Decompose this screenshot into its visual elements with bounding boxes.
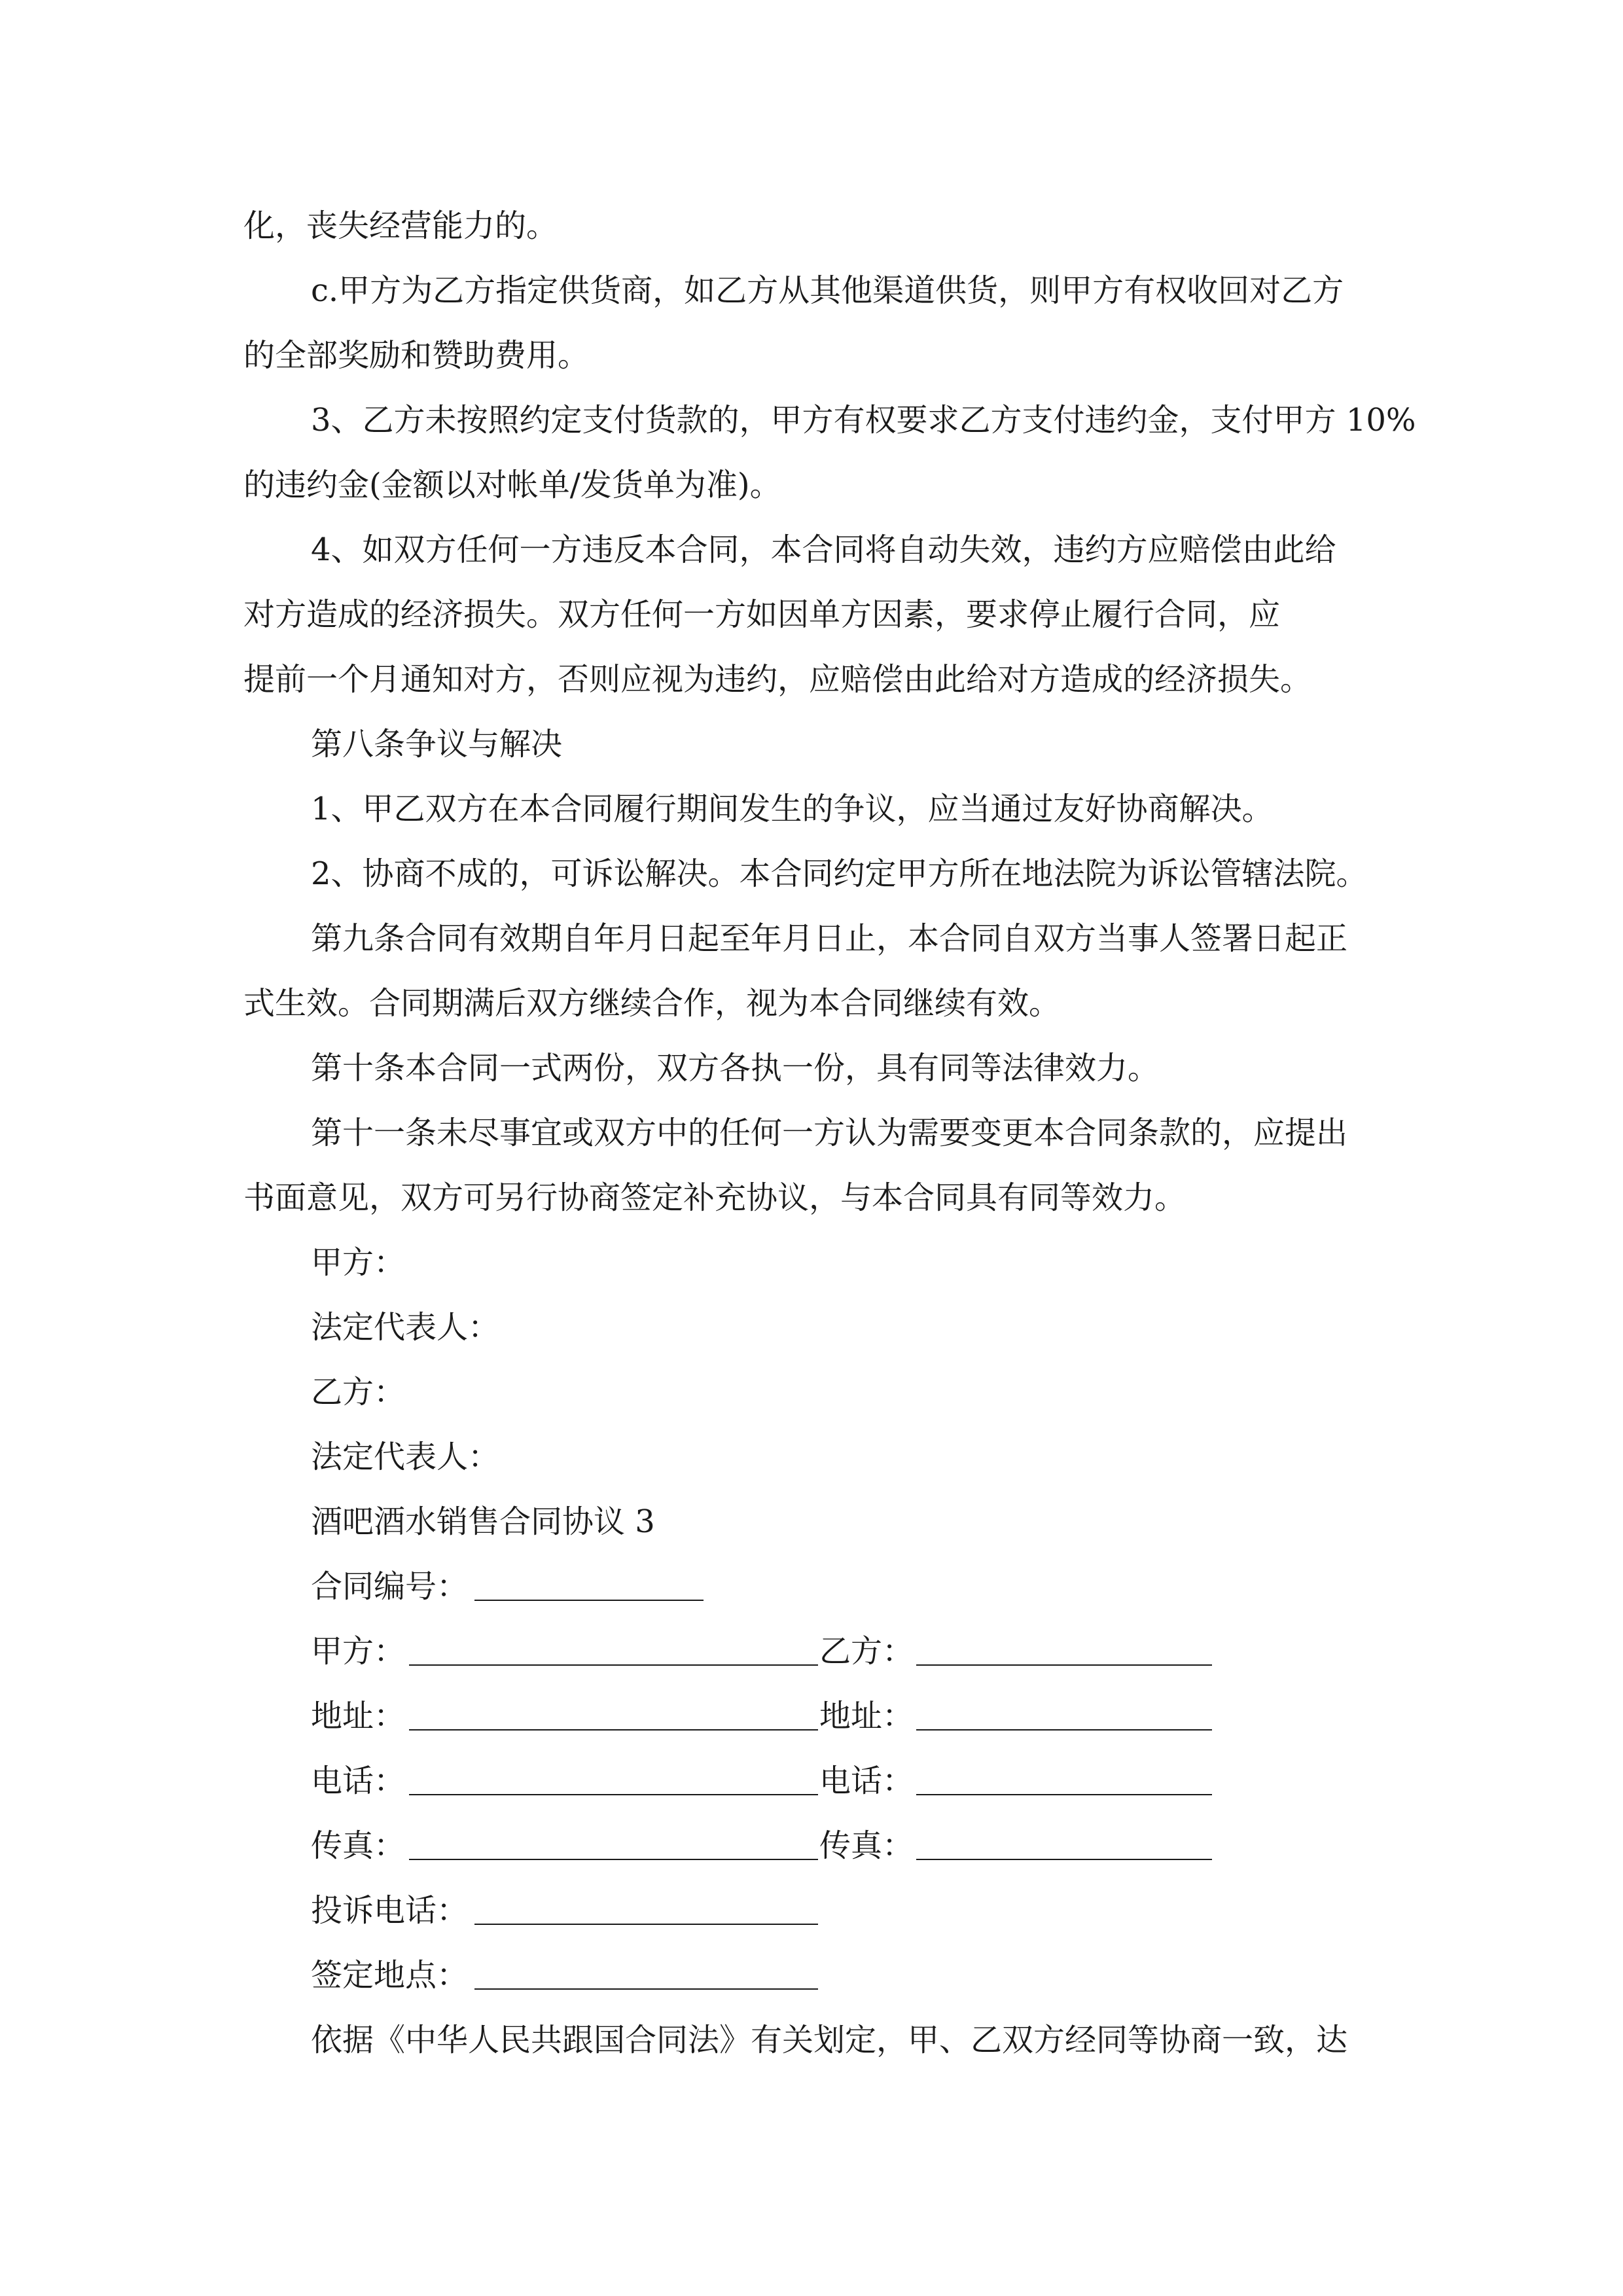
signature-party-a: 甲方： — [311, 1244, 406, 1281]
signing-place-blank[interactable] — [474, 1988, 818, 1990]
fax-b-blank[interactable] — [916, 1859, 1212, 1860]
party-a-label: 甲方： — [311, 1633, 406, 1670]
paragraph-line: 3、乙方未按照约定支付货款的，甲方有权要求乙方支付违约金，支付甲方 10% — [311, 402, 1416, 439]
paragraph-line: 4、如双方任何一方违反本合同，本合同将自动失效，违约方应赔偿由此给 — [311, 531, 1336, 568]
paragraph-line: 第九条合同有效期自年月日起至年月日止，本合同自双方当事人签署日起正 — [311, 920, 1348, 957]
signature-party-b: 乙方： — [311, 1374, 406, 1410]
paragraph-line: 提前一个月通知对方，否则应视为违约，应赔偿由此给对方造成的经济损失。 — [243, 661, 1312, 698]
address-a-label: 地址： — [311, 1698, 406, 1734]
address-b-blank[interactable] — [916, 1729, 1212, 1731]
paragraph-line: 对方造成的经济损失。双方任何一方如因单方因素，要求停止履行合同，应 — [243, 596, 1281, 633]
paragraph-line: 的全部奖励和赞助费用。 — [243, 337, 590, 374]
paragraph-line: 第十一条未尽事宜或双方中的任何一方认为需要变更本合同条款的，应提出 — [311, 1115, 1348, 1151]
fax-a-label: 传真： — [311, 1827, 406, 1864]
paragraph-line: 书面意见，双方可另行协商签定补充协议，与本合同具有同等效力。 — [243, 1179, 1186, 1216]
address-a-blank[interactable] — [409, 1729, 818, 1731]
signature-legal-rep-b: 法定代表人： — [311, 1439, 500, 1475]
phone-a-label: 电话： — [311, 1763, 406, 1799]
phone-b-label: 电话： — [819, 1763, 914, 1799]
phone-b-blank[interactable] — [916, 1794, 1212, 1795]
paragraph-line: 化，丧失经营能力的。 — [243, 207, 558, 244]
fax-b-label: 传真： — [819, 1827, 914, 1864]
contract-number-label: 合同编号： — [311, 1568, 469, 1605]
fax-a-blank[interactable] — [409, 1859, 818, 1860]
party-b-blank[interactable] — [916, 1664, 1212, 1666]
paragraph-line: 2、协商不成的，可诉讼解决。本合同约定甲方所在地法院为诉讼管辖法院。 — [311, 855, 1368, 892]
paragraph-line: c.甲方为乙方指定供货商，如乙方从其他渠道供货，则甲方有权收回对乙方 — [311, 272, 1344, 309]
paragraph-line: 1、甲乙双方在本合同履行期间发生的争议，应当通过友好协商解决。 — [311, 791, 1274, 827]
address-b-label: 地址： — [819, 1698, 914, 1734]
signing-place-label: 签定地点： — [311, 1957, 469, 1994]
complaint-phone-blank[interactable] — [474, 1924, 818, 1925]
complaint-phone-label: 投诉电话： — [311, 1892, 469, 1929]
paragraph-line: 第十条本合同一式两份，双方各执一份，具有同等法律效力。 — [311, 1050, 1160, 1086]
signature-legal-rep-a: 法定代表人： — [311, 1309, 500, 1346]
section-heading: 第八条争议与解决 — [311, 726, 563, 762]
closing-paragraph-line: 依据《中华人民共跟国合同法》有关划定，甲、乙双方经同等协商一致，达 — [311, 2022, 1348, 2058]
contract-number-blank[interactable] — [474, 1600, 704, 1601]
paragraph-line: 的违约金(金额以对帐单/发货单为准)。 — [243, 467, 781, 503]
phone-a-blank[interactable] — [409, 1794, 818, 1795]
party-b-label: 乙方： — [819, 1633, 914, 1670]
party-a-blank[interactable] — [409, 1664, 818, 1666]
paragraph-line: 式生效。合同期满后双方继续合作，视为本合同继续有效。 — [243, 985, 1061, 1022]
contract-title: 酒吧酒水销售合同协议 3 — [311, 1503, 655, 1540]
